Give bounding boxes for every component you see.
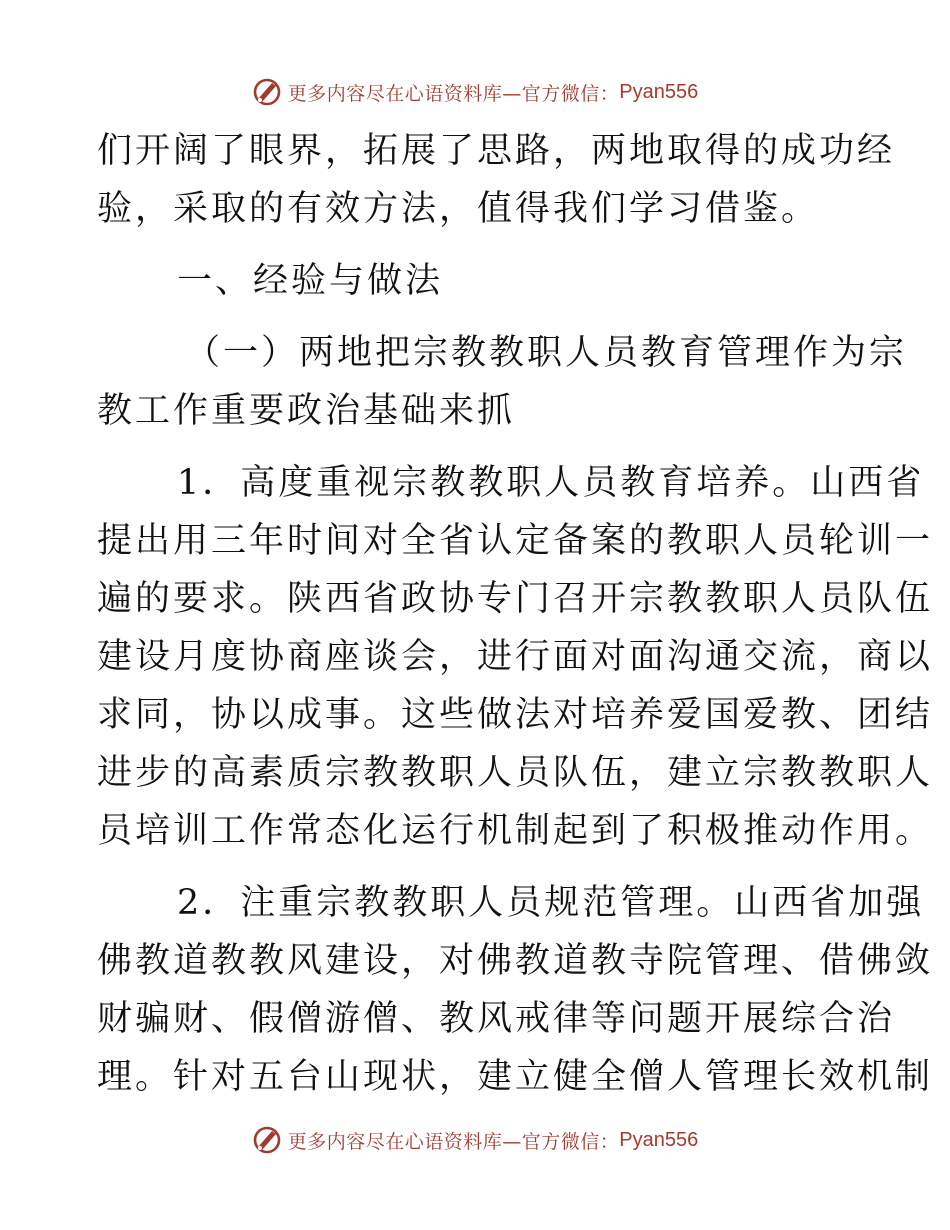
watermark-text: 更多内容尽在心语资料库—官方微信： [287, 82, 620, 105]
paragraph-start: 2．注重宗教教职人员规范管理。山西省加强 [177, 883, 925, 923]
text-line: 们开阔了眼界，拓展了思路，两地取得的成功经 [97, 131, 896, 171]
text-line: 佛教道教教风建设，对佛教道教寺院管理、借佛敛 [97, 941, 934, 981]
text-line: 理。针对五台山现状，建立健全僧人管理长效机制 [97, 1057, 934, 1097]
watermark-id: Pyan556 [619, 80, 699, 103]
watermark-text: 更多内容尽在心语资料库—官方微信： [287, 1130, 620, 1153]
text-line: 遍的要求。陕西省政协专门召开宗教教职人员队伍 [97, 579, 934, 619]
text-line: 教工作重要政治基础来抓 [97, 391, 516, 431]
subsection-heading: （一）两地把宗教教职人员教育管理作为宗 [185, 333, 908, 373]
text-line: 员培训工作常态化运行机制起到了积极推动作用。 [97, 811, 934, 851]
paragraph-start: 1．高度重视宗教教职人员教育培养。山西省 [177, 463, 925, 503]
watermark-id: Pyan556 [619, 1128, 699, 1151]
document-body [97, 122, 934, 1106]
text-line: 验，采取的有效方法，值得我们学习借鉴。 [97, 189, 820, 229]
text-line: 财骗财、假僧游僧、教风戒律等问题开展综合治 [97, 999, 896, 1039]
text-line: 求同，协以成事。这些做法对培养爱国爱教、团结 [97, 695, 934, 735]
pen-circle-logo-icon [252, 77, 282, 107]
section-heading: 一、经验与做法 [177, 261, 444, 301]
text-line: 建设月度协商座谈会，进行面对面沟通交流，商以 [97, 637, 934, 677]
pen-circle-logo-icon [252, 1125, 282, 1155]
footer-watermark [0, 1120, 950, 1160]
header-watermark [0, 72, 950, 112]
text-line: 提出用三年时间对全省认定备案的教职人员轮训一 [97, 521, 934, 561]
text-line: 进步的高素质宗教教职人员队伍，建立宗教教职人 [97, 753, 934, 793]
